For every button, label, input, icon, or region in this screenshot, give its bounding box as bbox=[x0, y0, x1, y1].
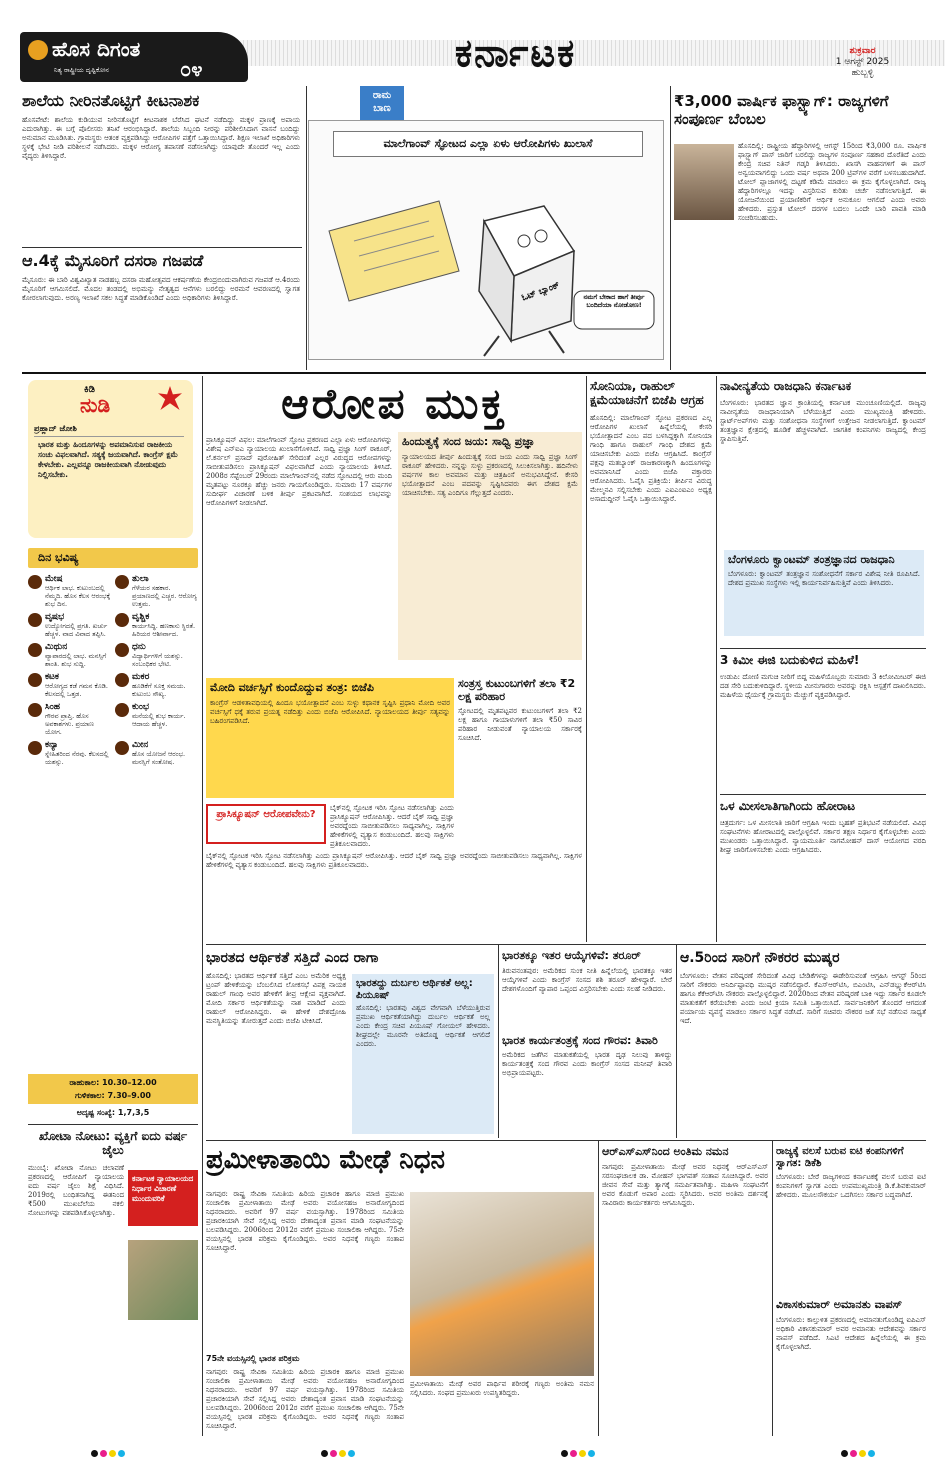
story-mesalati-body: ಚಿತ್ರದುರ್ಗ: ಒಳ ಮೀಸಲಾತಿ ಜಾರಿಗೆ ಆಗ್ರಹಿಸಿ ಇಂದು ಬೃಹತ್ ಪ್ರತಿಭಟನೆ ನಡೆಯಲಿದೆ. ವಿವಿಧ ಸಂಘಟನೆಗಳು ಹೋರಾಟದಲ್ಲಿ ಪಾಲ್ಗೊಳ್ಳಲಿವೆ. ಸರ್ಕಾರ ತಕ್ಷಣ ನಿರ್ಧಾರ ಕೈಗೊಳ್ಳಬೇಕು ಎಂದು ಮುಖಂಡರು ಒತ್ತಾಯಿಸಿದ್ದಾರೆ. ನ್ಯಾಯಮೂರ್ತಿ ನಾಗಮೋಹನ್ ದಾಸ್ ಆಯೋಗದ ವರದಿ ಶೀಘ್ರ ಜಾರಿಗೊಳಿಸಬೇಕು ಎಂದು ಆಗ್ರಹಿಸಿದರು. bbox=[720, 818, 926, 854]
story-rss-body: ನಾಗಪುರ: ಪ್ರಮೀಳಾತಾಯಿ ಮೇಢೆ ಅವರ ನಿಧನಕ್ಕೆ ಆರ್‌ಎಸ್‌ಎಸ್ ಸರಸಂಘಚಾಲಕ ಡಾ. ಮೋಹನ್ ಭಾಗವತ್ ಸಂತಾಪ ಸೂಚಿಸಿದ್ದಾರೆ. ಅವರ ಜೀವನ ಸೇವೆ ಮತ್ತು ತ್ಯಾಗಕ್ಕೆ ಸಮರ್ಪಿತವಾಗಿತ್ತು. ಮಹಿಳಾ ಸಂಘಟನೆಗೆ ಅವರ ಕೊಡುಗೆ ಅಪಾರ ಎಂದು ಸ್ಮರಿಸಿದರು. ಅವರ ಅಂತಿಮ ದರ್ಶನಕ್ಕೆ ಸಾವಿರಾರು ಕಾರ್ಯಕರ್ತರು ಆಗಮಿಸಿದ್ದರು. bbox=[602, 1162, 768, 1207]
zodiac-icon bbox=[28, 643, 42, 657]
zodiac-icon bbox=[115, 673, 129, 687]
story-raga bbox=[206, 950, 496, 1136]
story-navinya bbox=[720, 380, 926, 642]
date-block bbox=[805, 46, 920, 79]
verdict-paper bbox=[329, 201, 459, 301]
story-dasara-body: ಮೈಸೂರು: ಈ ಬಾರಿ ವಿಶ್ವವಿಖ್ಯಾತ ನಾಡಹಬ್ಬ ದಸರಾ ಮಹೋತ್ಸವದ ಆಕರ್ಷಣೆಯ ಕೇಂದ್ರಬಿಂದುವಾಗಿರುವ ಗಜಪಡೆ ಆ.4ರಂದು ಮೈಸೂರಿಗೆ ಆಗಮಿಸಲಿದೆ. ಮೊದಲ ತಂಡದಲ್ಲಿ ಅಭಿಮನ್ಯು ನೇತೃತ್ವದ ಆನೆಗಳು ಬರಲಿದ್ದು ಅರಮನೆ ಆವರಣದಲ್ಲಿ ಸ್ವಾಗತ ಕೋರಲಾಗುವುದು. ಅರಣ್ಯ ಇಲಾಖೆ ಸಕಲ ಸಿದ್ಧತೆ ಮಾಡಿಕೊಂಡಿದೆ ಎಂದು ಅಧಿಕಾರಿಗಳು ತಿಳಿಸಿದ್ದಾರೆ. bbox=[22, 276, 300, 303]
dina-bhavishya bbox=[28, 548, 198, 930]
kidi-title-main: ನುಡಿ bbox=[80, 394, 111, 417]
piyush-box bbox=[352, 974, 494, 1134]
santrasta-story bbox=[458, 678, 582, 848]
day: ಶುಕ್ರವಾರ bbox=[849, 46, 876, 56]
prosecution-headline: ಪ್ರಾಸಿಕ್ಯೂಷನ್ ಆರೋಪವೇನು? bbox=[216, 809, 316, 820]
currency-photo bbox=[128, 1240, 198, 1320]
kidi-nudi bbox=[28, 380, 193, 538]
page-number: ೦೪ bbox=[180, 58, 203, 81]
bhavishya-title: ದಿನ ಭವಿಷ್ಯ bbox=[28, 548, 198, 568]
zodiac-icon bbox=[115, 741, 129, 755]
story-mahile bbox=[720, 654, 926, 790]
cartoon bbox=[308, 86, 670, 370]
quantum-headline: ಬೆಂಗಳೂರು ಕ್ವಾಂಟಮ್ ತಂತ್ರಜ್ಞಾನದ ರಾಜಧಾನಿ bbox=[728, 553, 895, 566]
edition-city: ಹುಬ್ಬಳ್ಳಿ bbox=[851, 68, 874, 78]
lead-body-cont: ಬೈಕ್‌ನಲ್ಲಿ ಸ್ಫೋಟಕ ಇರಿಸಿ ಸ್ಫೋಟ ನಡೆಸಲಾಗಿತ್ತು ಎಂದು ಪ್ರಾಸಿಕ್ಯೂಷನ್ ಆರೋಪಿಸಿತ್ತು. ಆದರೆ ಬೈಕ್ ಸಾಧ್ವಿ ಪ್ರಜ್ಞಾ ಅವರದ್ದೆಂದು ಸಾಬೀತುಪಡಿಸಲು ಸಾಧ್ಯವಾಗಿಲ್ಲ. ಸಾಕ್ಷಿಗಳ ಹೇಳಿಕೆಗಳಲ್ಲಿ ವ್ಯತ್ಯಾಸ ಕಂಡುಬಂದಿದೆ. ಹಲವು ಸಾಕ್ಷಿಗಳು ಪ್ರತಿಕೂಲವಾದರು. bbox=[206, 852, 582, 869]
story-fastag-body: ಹೊಸದಿಲ್ಲಿ: ರಾಷ್ಟ್ರೀಯ ಹೆದ್ದಾರಿಗಳಲ್ಲಿ ಆಗಸ್ಟ್ 15ರಿಂದ ₹3,000 ರೂ. ವಾರ್ಷಿಕ ಫಾಸ್ಟ್ಯಾಗ್ ಪಾಸ್ ಜಾರಿಗೆ ಬರಲಿದ್ದು ರಾಜ್ಯಗಳ ಸಂಪೂರ್ಣ ಸಹಕಾರ ದೊರೆತಿದೆ ಎಂದು ಕೇಂದ್ರ ಸಚಿವ ನಿತಿನ್ ಗಡ್ಕರಿ ತಿಳಿಸಿದರು. ಖಾಸಗಿ ವಾಹನಗಳಿಗೆ ಈ ಪಾಸ್ ಅನ್ವಯವಾಗಲಿದ್ದು ಒಂದು ವರ್ಷ ಅಥವಾ 200 ಟ್ರಿಪ್‌ಗಳ ವರೆಗೆ ಬಳಸಬಹುದಾಗಿದೆ. ಟೋಲ್ ಪ್ಲಾಜಾಗಳಲ್ಲಿ ದಟ್ಟಣೆ ಕಡಿಮೆ ಮಾಡಲು ಈ ಕ್ರಮ ಕೈಗೊಳ್ಳಲಾಗಿದೆ. ರಾಜ್ಯ ಹೆದ್ದಾರಿಗಳಲ್ಲೂ ಇದನ್ನು ವಿಸ್ತರಿಸುವ ಕುರಿತು ಚರ್ಚೆ ನಡೆಸಲಾಗುತ್ತಿದೆ. ಈ ಯೋಜನೆಯಿಂದ ಪ್ರಯಾಣಿಕರಿಗೆ ಆರ್ಥಿಕ ಅನುಕೂಲ ಆಗಲಿದೆ ಎಂದು ಅವರು ಹೇಳಿದರು. ಪ್ರಸ್ತುತ ಟೋಲ್ ದರಗಳ ಬದಲು ಒಂದೇ ಬಾರಿ ಪಾವತಿ ಮಾಡಿ ಸಂಚರಿಸಬಹುದು. bbox=[738, 142, 926, 222]
pragya-headline: ಹಿಂದುತ್ವಕ್ಕೆ ಸಂದ ಜಯ: ಸಾಧ್ವಿ ಪ್ರಜ್ಞಾ bbox=[402, 435, 536, 448]
zodiac-icon bbox=[115, 643, 129, 657]
logo-emblem-icon bbox=[28, 40, 48, 60]
spark-icon bbox=[158, 386, 182, 410]
story-navinya-headline: ನಾವೀನ್ಯತೆಯ ರಾಜಧಾನಿ ಕರ್ನಾಟಕ bbox=[720, 380, 852, 393]
zodiac-icon bbox=[28, 703, 42, 717]
kota-sidebox: ಕರ್ನಾಟಕ ನ್ಯಾಯಾಲಯದ ನಿರ್ಧಾರ ವಿಚಾರಣೆ ಮುಂದುವರಿಕೆ bbox=[128, 1170, 198, 1226]
registration-marks bbox=[90, 1442, 126, 1460]
story-dks bbox=[776, 1146, 926, 1436]
kidi-author: ಪ್ರಹ್ಲಾದ್ ಜೋಶಿ bbox=[34, 424, 184, 437]
tiwari-body: ಅಮೆರಿಕದ ಜತೆಗಿನ ಮಾತುಕತೆಯಲ್ಲಿ ಭಾರತ ದೃಢ ನಿಲುವು ತಾಳಿದ್ದು ಕಾರ್ಯತಂತ್ರಕ್ಕೆ ಸಂದ ಗೌರವ ಎಂದು ಕಾಂಗ್ರೆಸ್ ಸಂಸದ ಮನೀಷ್ ತಿವಾರಿ ಅಭಿಪ್ರಾಯಪಟ್ಟರು. bbox=[502, 1051, 672, 1078]
story-strike bbox=[680, 950, 926, 1136]
santrasta-body: ಸ್ಫೋಟದಲ್ಲಿ ಮೃತಪಟ್ಟವರ ಕುಟುಂಬಗಳಿಗೆ ತಲಾ ₹2 ಲಕ್ಷ ಹಾಗೂ ಗಾಯಾಳುಗಳಿಗೆ ತಲಾ ₹50 ಸಾವಿರ ಪರಿಹಾರ ನೀಡುವಂತೆ ನ್ಯಾಯಾಲಯ ಸರ್ಕಾರಕ್ಕೆ ಸೂಚಿಸಿದೆ. bbox=[458, 707, 582, 743]
story-dks-headline: ರಾಜ್ಯಕ್ಕೆ ವಲಸೆ ಬರುವ ಐಟಿ ಕಂಪನಿಗಳಿಗೆ ಸ್ವಾಗತ: ಡಿಕೆಶಿ bbox=[776, 1146, 904, 1169]
story-raga-body: ಹೊಸದಿಲ್ಲಿ: ಭಾರತದ ಆರ್ಥಿಕತೆ ಸತ್ತಿದೆ ಎಂಬ ಅಮೆರಿಕ ಅಧ್ಯಕ್ಷ ಟ್ರಂಪ್ ಹೇಳಿಕೆಯನ್ನು ಬೆಂಬಲಿಸಿದ ಲೋಕಸಭೆ ವಿಪಕ್ಷ ನಾಯಕ ರಾಹುಲ್ ಗಾಂಧಿ ಅವರ ಹೇಳಿಕೆಗೆ ತೀವ್ರ ಆಕ್ಷೇಪ ವ್ಯಕ್ತವಾಗಿದೆ. ಮೋದಿ ಸರ್ಕಾರ ಆರ್ಥಿಕತೆಯನ್ನು ನಾಶ ಮಾಡಿದೆ ಎಂದು ರಾಹುಲ್ ಆರೋಪಿಸಿದ್ದರು. ಈ ಹೇಳಿಕೆ ದೇಶದ್ರೋಹಿ ಮನಸ್ಥಿತಿಯನ್ನು ತೋರುತ್ತದೆ ಎಂದು ಬಿಜೆಪಿ ಟೀಕಿಸಿದೆ. bbox=[206, 972, 346, 1025]
story-tharoor-headline: ಭಾರತಕ್ಕೂ ಇತರ ಆಯ್ಕೆಗಳಿವೆ: ತರೂರ್ bbox=[502, 950, 641, 962]
logo-text: ಹೊಸ ದಿಗಂತ bbox=[52, 38, 141, 61]
story-pesticide bbox=[22, 92, 300, 246]
story-kota-headline: ಖೋಟಾ ನೋಟು: ವ್ಯಕ್ತಿಗೆ ಐದು ವರ್ಷ ಜೈಲು bbox=[38, 1130, 188, 1157]
cartoon-frame bbox=[308, 120, 664, 360]
story-mahile-body: ಉಡುಪಿ: ದೋಣಿ ಮಗುಚಿ ನೀರಿಗೆ ಬಿದ್ದ ಮಹಿಳೆಯೊಬ್ಬರು ಸುಮಾರು 3 ಕಿಲೋಮೀಟರ್ ಈಜಿ ದಡ ಸೇರಿ ಬದುಕುಳಿದಿದ್ದಾರೆ. ಸ್ಥಳೀಯ ಮೀನುಗಾರರು ಅವರನ್ನು ರಕ್ಷಿಸಿ ಆಸ್ಪತ್ರೆಗೆ ದಾಖಲಿಸಿದರು. ಮಹಿಳೆಯ ಧೈರ್ಯಕ್ಕೆ ಗ್ರಾಮಸ್ಥರು ಮೆಚ್ಚುಗೆ ವ್ಯಕ್ತಪಡಿಸಿದ್ದಾರೆ. bbox=[720, 672, 926, 699]
bjp-body: ಕಾಂಗ್ರೆಸ್ ಆಡಳಿತಾವಧಿಯಲ್ಲಿ ಹಿಂದೂ ಭಯೋತ್ಪಾದನೆ ಎಂಬ ಸುಳ್ಳು ಕಥಾನಕ ಸೃಷ್ಟಿಸಿ ಪ್ರಧಾನಿ ಮೋದಿ ಅವರ ವರ್ಚಸ್ಸಿಗೆ ಧಕ್ಕೆ ತರುವ ಪ್ರಯತ್ನ ನಡೆದಿತ್ತು ಎಂದು ಬಿಜೆಪಿ ಆರೋಪಿಸಿದೆ. ನ್ಯಾಯಾಲಯದ ತೀರ್ಪು ಸತ್ಯವನ್ನು ಬಹಿರಂಗಪಡಿಸಿದೆ. bbox=[210, 698, 450, 725]
zodiac-item: ಕಟಕ ಆರೋಗ್ಯದ ಕಡೆ ಗಮನ ಕೊಡಿ. ಕೆಲಸದಲ್ಲಿ ಒತ್ತಡ. bbox=[28, 670, 111, 700]
rahu-box bbox=[28, 1074, 198, 1104]
registration-marks bbox=[840, 1442, 876, 1460]
story-sonia-body: ಹೊಸದಿಲ್ಲಿ: ಮಾಲೆಗಾಂವ್ ಸ್ಫೋಟ ಪ್ರಕರಣದ ಎಲ್ಲ ಆರೋಪಿಗಳ ಖುಲಾಸೆ ಹಿನ್ನೆಲೆಯಲ್ಲಿ ಕೇಸರಿ ಭಯೋತ್ಪಾದನೆ ಎಂಬ ಪದ ಬಳಸಿದ್ದಕ್ಕಾಗಿ ಸೋನಿಯಾ ಗಾಂಧಿ ಹಾಗೂ ರಾಹುಲ್ ಗಾಂಧಿ ದೇಶದ ಕ್ಷಮೆ ಯಾಚಿಸಬೇಕು ಎಂದು ಬಿಜೆಪಿ ಆಗ್ರಹಿಸಿದೆ. ಕಾಂಗ್ರೆಸ್ ಪಕ್ಷವು ಮತಬ್ಯಾಂಕ್ ರಾಜಕಾರಣಕ್ಕಾಗಿ ಹಿಂದೂಗಳನ್ನು ಅವಮಾನಿಸಿದೆ ಎಂದು ಬಿಜೆಪಿ ವಕ್ತಾರರು ಆರೋಪಿಸಿದರು. ಓವೈಸಿ ಪ್ರತಿಕ್ರಿಯೆ: ತೀರ್ಪಿನ ವಿರುದ್ಧ ಮೇಲ್ಮನವಿ ಸಲ್ಲಿಸಬೇಕು ಎಂದು ಎಐಎಂಐಎಂ ಅಧ್ಯಕ್ಷ ಅಸಾದುದ್ದೀನ್ ಓವೈಸಿ ಒತ್ತಾಯಿಸಿದ್ದಾರೆ. bbox=[590, 413, 712, 503]
zodiac-item: ಕನ್ಯಾ ಸ್ನೇಹಿತರಿಂದ ನೆರವು. ಕೆಲಸದಲ್ಲಿ ಯಶಸ್ಸು. bbox=[28, 738, 111, 768]
zodiac-icon bbox=[115, 703, 129, 717]
quantum-box bbox=[724, 550, 924, 636]
zodiac-icon bbox=[28, 673, 42, 687]
lead-headline: ಆರೋಪ ಮುಕ್ತ bbox=[281, 380, 507, 428]
piyush-headline: ಭಾರತದ್ದು ದುರ್ಬಲ ಆರ್ಥಿಕತೆ ಅಲ್ಲ: ಪಿಯೂಷ್ bbox=[356, 978, 473, 1001]
zodiac-item: ವೃಷಭ ಉದ್ಯೋಗದಲ್ಲಿ ಪ್ರಗತಿ. ಖರ್ಚು ಹೆಚ್ಚಳ. ವಾದ ವಿವಾದ ತಪ್ಪಿಸಿ. bbox=[28, 610, 111, 640]
zodiac-icon bbox=[28, 741, 42, 755]
cartoon-drawing bbox=[309, 161, 664, 360]
zodiac-item: ಸಿಂಹ ಗೌರವ ಪ್ರಾಪ್ತಿ. ಹೊಸ ಅವಕಾಶಗಳು. ಪ್ರಯಾಣ ಯೋಗ. bbox=[28, 700, 111, 738]
photo-caption: ಪ್ರಮೀಳಾತಾಯಿ ಮೇಢೆ ಅವರ ಪಾರ್ಥಿವ ಶರೀರಕ್ಕೆ ಗಣ್ಯರು ಅಂತಿಮ ನಮನ ಸಲ್ಲಿಸಿದರು. ಸಂಘದ ಪ್ರಮುಖರು ಉಪಸ್ಥಿತರಿದ್ದರು. bbox=[410, 1380, 594, 1397]
story-dasara-headline: ಆ.4ಕ್ಕೆ ಮೈಸೂರಿಗೆ ದಸರಾ ಗಜಪಡೆ bbox=[22, 252, 204, 270]
zodiac-icon bbox=[115, 575, 129, 589]
story-sonia bbox=[590, 380, 712, 940]
story-fastag bbox=[674, 92, 926, 368]
pragya-box bbox=[398, 432, 582, 660]
story-pesticide-headline: ಶಾಲೆಯ ನೀರಿನತೊಟ್ಟಿಗೆ ಕೀಟನಾಶಕ bbox=[22, 92, 200, 110]
promila-body-cont: ನಾಗಪುರ: ರಾಷ್ಟ್ರ ಸೇವಿಕಾ ಸಮಿತಿಯ ಹಿರಿಯ ಪ್ರಚಾರಕಿ ಹಾಗೂ ಮಾಜಿ ಪ್ರಮುಖ ಸಂಚಾಲಿಕಾ ಪ್ರಮೀಳಾತಾಯಿ ಮೇಢೆ ಅವರು ವಯೋಸಹಜ ಅನಾರೋಗ್ಯದಿಂದ ನಿಧನರಾದರು. ಅವರಿಗೆ 97 ವರ್ಷ ವಯಸ್ಸಾಗಿತ್ತು. 1978ರಿಂದ ಸಮಿತಿಯ ಪ್ರಚಾರಕಿಯಾಗಿ ಸೇವೆ ಸಲ್ಲಿಸಿದ್ದ ಅವರು ದೇಶಾದ್ಯಂತ ಪ್ರವಾಸ ಮಾಡಿ ಸಂಘಟನೆಯನ್ನು ಬಲಪಡಿಸಿದ್ದರು. 2006ರಿಂದ 2012ರ ವರೆಗೆ ಪ್ರಮುಖ ಸಂಚಾಲಿಕಾ ಆಗಿದ್ದರು. 75ನೇ ವಯಸ್ಸಿನಲ್ಲಿ ಭಾರತ ಪರಿಕ್ರಮ ಕೈಗೊಂಡಿದ್ದರು. ಅವರ ನಿಧನಕ್ಕೆ ಗಣ್ಯರು ಸಂತಾಪ ಸೂಚಿಸಿದ್ದಾರೆ. bbox=[206, 1368, 404, 1430]
logo bbox=[20, 32, 248, 82]
cartoon-label-bottom: ಬಾಣ bbox=[373, 103, 391, 114]
prosecution-body: ಬೈಕ್‌ನಲ್ಲಿ ಸ್ಫೋಟಕ ಇರಿಸಿ ಸ್ಫೋಟ ನಡೆಸಲಾಗಿತ್ತು ಎಂದು ಪ್ರಾಸಿಕ್ಯೂಷನ್ ಆರೋಪಿಸಿತ್ತು. ಆದರೆ ಬೈಕ್ ಸಾಧ್ವಿ ಪ್ರಜ್ಞಾ ಅವರದ್ದೆಂದು ಸಾಬೀತುಪಡಿಸಲು ಸಾಧ್ಯವಾಗಿಲ್ಲ. ಸಾಕ್ಷಿಗಳ ಹೇಳಿಕೆಗಳಲ್ಲಿ ವ್ಯತ್ಯಾಸ ಕಂಡುಬಂದಿದೆ. ಹಲವು ಸಾಕ್ಷಿಗಳು ಪ್ರತಿಕೂಲವಾದರು. bbox=[330, 804, 454, 848]
santrasta-headline: ಸಂತ್ರಸ್ತ ಕುಟುಂಬಗಳಿಗೆ ತಲಾ ₹2 ಲಕ್ಷ ಪರಿಹಾರ bbox=[458, 678, 576, 703]
story-promila-body: ನಾಗಪುರ: ರಾಷ್ಟ್ರ ಸೇವಿಕಾ ಸಮಿತಿಯ ಹಿರಿಯ ಪ್ರಚಾರಕಿ ಹಾಗೂ ಮಾಜಿ ಪ್ರಮುಖ ಸಂಚಾಲಿಕಾ ಪ್ರಮೀಳಾತಾಯಿ ಮೇಢೆ ಅವರು ವಯೋಸಹಜ ಅನಾರೋಗ್ಯದಿಂದ ನಿಧನರಾದರು. ಅವರಿಗೆ 97 ವರ್ಷ ವಯಸ್ಸಾಗಿತ್ತು. 1978ರಿಂದ ಸಮಿತಿಯ ಪ್ರಚಾರಕಿಯಾಗಿ ಸೇವೆ ಸಲ್ಲಿಸಿದ್ದ ಅವರು ದೇಶಾದ್ಯಂತ ಪ್ರವಾಸ ಮಾಡಿ ಸಂಘಟನೆಯನ್ನು ಬಲಪಡಿಸಿದ್ದರು. 2006ರಿಂದ 2012ರ ವರೆಗೆ ಪ್ರಮುಖ ಸಂಚಾಲಿಕಾ ಆಗಿದ್ದರು. 75ನೇ ವಯಸ್ಸಿನಲ್ಲಿ ಭಾರತ ಪರಿಕ್ರಮ ಕೈಗೊಂಡಿದ್ದರು. ಅವರ ನಿಧನಕ್ಕೆ ಗಣ್ಯರು ಸಂತಾಪ ಸೂಚಿಸಿದ್ದಾರೆ. bbox=[206, 1190, 404, 1252]
lead-body: ಪ್ರಾಸಿಕ್ಯೂಷನ್ ವಿಫಲ: ಮಾಲೆಗಾಂವ್ ಸ್ಫೋಟ ಪ್ರಕರಣದ ಎಲ್ಲಾ ಏಳು ಆರೋಪಿಗಳನ್ನು ವಿಶೇಷ ಎನ್‌ಐಎ ನ್ಯಾಯಾಲಯ ಖುಲಾಸೆಗೊಳಿಸಿದೆ. ಸಾಧ್ವಿ ಪ್ರಜ್ಞಾ ಸಿಂಗ್ ಠಾಕೂರ್, ಲೆ.ಕರ್ನಲ್ ಪ್ರಸಾದ್ ಪುರೋಹಿತ್ ಸೇರಿದಂತೆ ಎಲ್ಲರ ವಿರುದ್ಧದ ಆರೋಪಗಳನ್ನು ಸಾಬೀತುಪಡಿಸಲು ಪ್ರಾಸಿಕ್ಯೂಷನ್ ವಿಫಲವಾಗಿದೆ ಎಂದು ನ್ಯಾಯಾಲಯ ತಿಳಿಸಿದೆ. 2008ರ ಸೆಪ್ಟೆಂಬರ್ 29ರಂದು ಮಾಲೆಗಾಂವ್‌ನಲ್ಲಿ ನಡೆದ ಸ್ಫೋಟದಲ್ಲಿ ಆರು ಮಂದಿ ಮೃತಪಟ್ಟು ನೂರಕ್ಕೂ ಹೆಚ್ಚು ಜನರು ಗಾಯಗೊಂಡಿದ್ದರು. ಸುಮಾರು 17 ವರ್ಷಗಳ ಸುದೀರ್ಘ ವಿಚಾರಣೆ ಬಳಿಕ ತೀರ್ಪು ಪ್ರಕಟವಾಗಿದೆ. ಸಂಶಯದ ಲಾಭವನ್ನು ಆರೋಪಿಗಳಿಗೆ ನೀಡಲಾಗಿದೆ. bbox=[206, 436, 392, 507]
cartoon-caption: ಮಾಲೆಗಾಂವ್ ಸ್ಫೋಟದ ಎಲ್ಲಾ ಏಳು ಆರೋಪಿಗಳು ಖುಲಾಸೆ bbox=[333, 131, 643, 157]
story-dasara bbox=[22, 252, 300, 368]
story-kota bbox=[28, 1130, 198, 1435]
zodiac-item: ಮೀನ ಹೊಸ ಯೋಜನೆ ಆರಂಭ. ಮನಸ್ಸಿಗೆ ಸಂತೋಷ. bbox=[115, 738, 198, 768]
pragya-body: ನ್ಯಾಯಾಲಯದ ತೀರ್ಪು ಹಿಂದುತ್ವಕ್ಕೆ ಸಂದ ಜಯ ಎಂದು ಸಾಧ್ವಿ ಪ್ರಜ್ಞಾ ಸಿಂಗ್ ಠಾಕೂರ್ ಹೇಳಿದರು. ನನ್ನನ್ನು ಸುಳ್ಳು ಪ್ರಕರಣದಲ್ಲಿ ಸಿಲುಕಿಸಲಾಗಿತ್ತು. ಹದಿನೇಳು ವರ್ಷಗಳ ಕಾಲ ಅವಮಾನ ಮತ್ತು ಚಿತ್ರಹಿಂಸೆ ಅನುಭವಿಸಿದ್ದೇನೆ. ಕೇಸರಿ ಭಯೋತ್ಪಾದನೆ ಎಂಬ ಪದವನ್ನು ಸೃಷ್ಟಿಸಿದವರು ಈಗ ದೇಶದ ಕ್ಷಮೆ ಯಾಚಿಸಬೇಕು. ಸತ್ಯ ಎಂದಿಗೂ ಗೆಲ್ಲುತ್ತದೆ ಎಂದರು. bbox=[402, 452, 578, 497]
lucky-number: ಅದೃಷ್ಟ ಸಂಖ್ಯೆ: 1,7,3,5 bbox=[76, 1108, 150, 1117]
story-tharoor-body: ತಿರುವನಂತಪುರ: ಅಮೆರಿಕದ ಸುಂಕ ನೀತಿ ಹಿನ್ನೆಲೆಯಲ್ಲಿ ಭಾರತಕ್ಕೂ ಇತರ ಆಯ್ಕೆಗಳಿವೆ ಎಂದು ಕಾಂಗ್ರೆಸ್ ಸಂಸದ ಶಶಿ ತರೂರ್ ಹೇಳಿದ್ದಾರೆ. ಬೇರೆ ದೇಶಗಳೊಂದಿಗೆ ವ್ಯಾಪಾರ ಒಪ್ಪಂದ ವಿಸ್ತರಿಸಬೇಕು ಎಂದು ಸಲಹೆ ನೀಡಿದರು. bbox=[502, 966, 672, 993]
gadkari-photo bbox=[674, 144, 734, 220]
zodiac-icon bbox=[115, 613, 129, 627]
bjp-box bbox=[206, 678, 454, 798]
zodiac-grid bbox=[28, 572, 198, 768]
rahukala: ರಾಹುಕಾಲ: 10.30–12.00 bbox=[69, 1078, 157, 1087]
story-mahile-headline: 3 ಕಿಮೀ ಈಜಿ ಬದುಕುಳಿದ ಮಹಿಳೆ! bbox=[720, 654, 860, 667]
masthead bbox=[0, 0, 945, 86]
story-promila-headline: ಪ್ರಮೀಳಾತಾಯಿ ಮೇಢೆ ನಿಧನ bbox=[206, 1146, 445, 1175]
kidi-quote: ಭಾರತ ಮತ್ತು ಹಿಂದೂಗಳನ್ನು ಅಪಮಾನಿಸುವ ರಾಜಕೀಯ ಸಂಚು ವಿಫಲವಾಗಿದೆ. ಸತ್ಯಕ್ಕೆ ಜಯವಾಗಿದೆ. ಕಾಂಗ್ರೆಸ್ ಕ್ಷಮೆ ಕೇಳಬೇಕು. ಎಲ್ಲವನ್ನೂ ರಾಜಕೀಯವಾಗಿ ನೋಡುವುದು ನಿಲ್ಲಿಸಬೇಕು. bbox=[38, 440, 178, 479]
story-kota-body: ಮುಂಬೈ: ಖೋಟಾ ನೋಟು ಚಲಾವಣೆ ಪ್ರಕರಣದಲ್ಲಿ ಆರೋಪಿಗೆ ನ್ಯಾಯಾಲಯ ಐದು ವರ್ಷ ಜೈಲು ಶಿಕ್ಷೆ ವಿಧಿಸಿದೆ. 2019ರಲ್ಲಿ ಬಂಧಿತನಾಗಿದ್ದ ಈತನಿಂದ ₹500 ಮುಖಬೆಲೆಯ ನಕಲಿ ನೋಟುಗಳನ್ನು ವಶಪಡಿಸಿಕೊಳ್ಳಲಾಗಿತ್ತು. bbox=[28, 1164, 124, 1217]
tribute-photo bbox=[410, 1192, 594, 1376]
cartoon-label bbox=[360, 86, 404, 120]
gulikakala: ಗುಳಿಕಕಾಲ: 7.30–9.00 bbox=[75, 1091, 151, 1100]
prosecution-box bbox=[206, 804, 326, 844]
story-tharoor bbox=[502, 950, 672, 1136]
lead-story bbox=[206, 380, 582, 944]
zodiac-item: ಮಿಥುನ ವ್ಯಾಪಾರದಲ್ಲಿ ಲಾಭ. ಮನಸ್ಸಿಗೆ ಶಾಂತಿ. ಶುಭ ಸುದ್ದಿ. bbox=[28, 640, 111, 670]
vikas-headline: ವಿಕಾಸಕುಮಾರ್ ಅಮಾನತು ವಾಪಸ್ bbox=[776, 1298, 903, 1311]
registration-marks bbox=[320, 1442, 356, 1460]
story-fastag-headline: ₹3,000 ವಾರ್ಷಿಕ ಫಾಸ್ಟ್ಯಾಗ್: ರಾಜ್ಯಗಳಿಗೆ ಸಂಪೂರ್ಣ ಬೆಂಬಲ bbox=[674, 92, 889, 128]
zodiac-item: ತುಲಾ ಗೆಳೆಯರ ಸಹಕಾರ. ಪ್ರಯಾಣದಲ್ಲಿ ಎಚ್ಚರ. ಆರೋಗ್ಯ ಉತ್ತಮ. bbox=[115, 572, 198, 610]
story-rss bbox=[602, 1146, 768, 1436]
story-promila bbox=[206, 1146, 594, 1436]
promila-subtitle: 75ನೇ ವಯಸ್ಸಿನಲ್ಲಿ ಭಾರತ ಪರಿಕ್ರಮ bbox=[206, 1354, 300, 1363]
story-dks-body: ಬೆಂಗಳೂರು: ಬೇರೆ ರಾಜ್ಯಗಳಿಂದ ಕರ್ನಾಟಕಕ್ಕೆ ವಲಸೆ ಬರುವ ಐಟಿ ಕಂಪನಿಗಳಿಗೆ ಸ್ವಾಗತ ಎಂದು ಉಪಮುಖ್ಯಮಂತ್ರಿ ಡಿ.ಕೆ.ಶಿವಕುಮಾರ್ ಹೇಳಿದರು. ಮೂಲಸೌಕರ್ಯ ಒದಗಿಸಲು ಸರ್ಕಾರ ಬದ್ಧವಾಗಿದೆ. bbox=[776, 1173, 926, 1199]
story-mesalati-headline: ಒಳ ಮೀಸಲಾತಿಗಾಗಿಂದು ಹೋರಾಟ bbox=[720, 800, 856, 813]
quantum-body: ಬೆಂಗಳೂರು: ಕ್ವಾಂಟಮ್ ತಂತ್ರಜ್ಞಾನ ಸಂಶೋಧನೆಗೆ ಸರ್ಕಾರ ವಿಶೇಷ ನೀತಿ ರೂಪಿಸಿದೆ. ದೇಶದ ಪ್ರಮುಖ ಸಂಸ್ಥೆಗಳು ಇಲ್ಲಿ ಕಾರ್ಯನಿರ್ವಹಿಸುತ್ತಿವೆ ಎಂದು ತಿಳಿಸಿದರು. bbox=[728, 569, 920, 587]
kidi-title-top: ಕಿಡಿ bbox=[84, 384, 95, 395]
story-sonia-headline: ಸೋನಿಯಾ, ರಾಹುಲ್ ಕ್ಷಮೆಯಾಚನೆಗೆ ಬಿಜೆಪಿ ಆಗ್ರಹ bbox=[590, 380, 704, 407]
registration-marks bbox=[560, 1442, 596, 1460]
piyush-body: ಹೊಸದಿಲ್ಲಿ: ಭಾರತವು ವಿಶ್ವದ ವೇಗವಾಗಿ ಬೆಳೆಯುತ್ತಿರುವ ಪ್ರಮುಖ ಆರ್ಥಿಕತೆಯಾಗಿದ್ದು ದುರ್ಬಲ ಆರ್ಥಿಕತೆ ಅಲ್ಲ ಎಂದು ಕೇಂದ್ರ ಸಚಿವ ಪಿಯೂಷ್ ಗೋಯಲ್ ಹೇಳಿದರು. ಶೀಘ್ರದಲ್ಲೇ ಮೂರನೇ ಅತಿದೊಡ್ಡ ಆರ್ಥಿಕತೆ ಆಗಲಿದೆ ಎಂದರು. bbox=[356, 1004, 490, 1048]
story-strike-headline: ಆ.5ರಿಂದ ಸಾರಿಗೆ ನೌಕರರ ಮುಷ್ಕರ bbox=[680, 950, 840, 966]
story-raga-headline: ಭಾರತದ ಆರ್ಥಿಕತೆ ಸತ್ತಿದೆ ಎಂದ ರಾಗಾ bbox=[206, 950, 379, 966]
story-pesticide-body: ಹೊಸಪೇಟೆ: ಶಾಲೆಯ ಕುಡಿಯುವ ನೀರಿನತೊಟ್ಟಿಗೆ ಕೀಟನಾಶಕ ಬೆರೆಸಿದ ಘಟನೆ ನಡೆದಿದ್ದು ಮಕ್ಕಳ ಪ್ರಾಣಕ್ಕೆ ಅಪಾಯ ಎದುರಾಗಿತ್ತು. ಈ ಬಗ್ಗೆ ಪೊಲೀಸರು ತನಿಖೆ ಆರಂಭಿಸಿದ್ದಾರೆ. ಶಾಲೆಯ ಸಿಬ್ಬಂದಿ ನೀರನ್ನು ಪರಿಶೀಲಿಸಿದಾಗ ವಾಸನೆ ಬಂದಿದ್ದು ಅನುಮಾನ ಮೂಡಿಸಿತು. ಗ್ರಾಮಸ್ಥರು ಆತಂಕ ವ್ಯಕ್ತಪಡಿಸಿದ್ದು ಆರೋಪಿಗಳ ಪತ್ತೆಗೆ ಒತ್ತಾಯಿಸಿದ್ದಾರೆ. ಶಿಕ್ಷಣ ಇಲಾಖೆ ಅಧಿಕಾರಿಗಳು ಸ್ಥಳಕ್ಕೆ ಭೇಟಿ ನೀಡಿ ಪರಿಶೀಲನೆ ನಡೆಸಿದರು. ಮಕ್ಕಳ ಆರೋಗ್ಯ ತಪಾಸಣೆ ನಡೆಸಲಾಗಿದ್ದು ಯಾವುದೇ ತೊಂದರೆ ಇಲ್ಲ ಎಂದು ವೈದ್ಯರು ತಿಳಿಸಿದ್ದಾರೆ. bbox=[22, 116, 300, 161]
zodiac-icon bbox=[28, 575, 42, 589]
zodiac-item: ಮಕರ ಹೂಡಿಕೆಗೆ ಸೂಕ್ತ ಸಮಯ. ಕುಟುಂಬ ಸೌಖ್ಯ. bbox=[115, 670, 198, 700]
cartoon-label-top: ರಾಮ bbox=[372, 90, 392, 101]
story-rss-headline: ಆರ್‌ಎಸ್‌ಎಸ್‌ನಿಂದ ಅಂತಿಮ ನಮನ bbox=[602, 1146, 729, 1158]
cartoon-box-text: ಓಟ್ ಬ್ಯಾಂಕ್ bbox=[520, 280, 562, 304]
zodiac-item: ಮೇಷ ಆರ್ಥಿಕ ಲಾಭ. ಕುಟುಂಬದಲ್ಲಿ ನೆಮ್ಮದಿ. ಹೊಸ ಕೆಲಸ ಆರಂಭಕ್ಕೆ ಶುಭ ದಿನ. bbox=[28, 572, 111, 610]
tiwari-headline: ಭಾರತ ಕಾರ್ಯತಂತ್ರಕ್ಕೆ ಸಂದ ಗೌರವ: ತಿವಾರಿ bbox=[502, 1033, 658, 1047]
date: 1 ಆಗಸ್ಟ್ 2025 bbox=[835, 57, 890, 67]
zodiac-item: ಧನು ವಿದ್ಯಾರ್ಥಿಗಳಿಗೆ ಯಶಸ್ಸು. ಸಂಬಂಧಿಕರ ಭೇಟಿ. bbox=[115, 640, 198, 670]
zodiac-item: ವೃಶ್ಚಿಕ ಕಾರ್ಯಸಿದ್ಧಿ. ಹಣಕಾಸು ಸ್ಥಿರತೆ. ಹಿರಿಯರ ಆಶೀರ್ವಾದ. bbox=[115, 610, 198, 640]
cartoon-bubble-text: ನಮಗೆ ಬೇಕಾದ ಹಾಗೆ ತೀರ್ಪು ಬಂದಿದೆಯಾ ನೋಡೋಣ! bbox=[583, 293, 645, 309]
zodiac-icon bbox=[28, 613, 42, 627]
vikas-body: ಬೆಂಗಳೂರು: ಕಾಲ್ತುಳಿತ ಪ್ರಕರಣದಲ್ಲಿ ಅಮಾನತುಗೊಂಡಿದ್ದ ಐಪಿಎಸ್ ಅಧಿಕಾರಿ ವಿಕಾಸಕುಮಾರ್ ಅವರ ಅಮಾನತು ಆದೇಶವನ್ನು ಸರ್ಕಾರ ವಾಪಸ್ ಪಡೆದಿದೆ. ಸಿಎಟಿ ಆದೇಶದ ಹಿನ್ನೆಲೆಯಲ್ಲಿ ಈ ಕ್ರಮ ಕೈಗೊಳ್ಳಲಾಗಿದೆ. bbox=[776, 1315, 926, 1351]
story-strike-body: ಬೆಂಗಳೂರು: ವೇತನ ಪರಿಷ್ಕರಣೆ ಸೇರಿದಂತೆ ವಿವಿಧ ಬೇಡಿಕೆಗಳನ್ನು ಈಡೇರಿಸುವಂತೆ ಆಗ್ರಹಿಸಿ ಆಗಸ್ಟ್ 5ರಿಂದ ಸಾರಿಗೆ ನೌಕರರು ಅನಿರ್ದಿಷ್ಟಾವಧಿ ಮುಷ್ಕರ ನಡೆಸಲಿದ್ದಾರೆ. ಕೆಎಸ್‌ಆರ್‌ಟಿಸಿ, ಬಿಎಂಟಿಸಿ, ಎನ್‌ಡಬ್ಲ್ಯುಕೆಆರ್‌ಟಿಸಿ ಹಾಗೂ ಕೆಕೆಆರ್‌ಟಿಸಿ ನೌಕರರು ಪಾಲ್ಗೊಳ್ಳಲಿದ್ದಾರೆ. 2020ರಿಂದ ವೇತನ ಪರಿಷ್ಕರಣೆ ಬಾಕಿ ಇದ್ದು ಸರ್ಕಾರ ಕೂಡಲೇ ಮಾತುಕತೆಗೆ ಕರೆಯಬೇಕು ಎಂದು ಜಂಟಿ ಕ್ರಿಯಾ ಸಮಿತಿ ಒತ್ತಾಯಿಸಿದೆ. ಸಾರ್ವಜನಿಕರಿಗೆ ತೊಂದರೆ ಆಗದಂತೆ ಪರ್ಯಾಯ ವ್ಯವಸ್ಥೆ ಮಾಡಲು ಸರ್ಕಾರ ಸಿದ್ಧತೆ ನಡೆಸಿದೆ. ಸಾರಿಗೆ ಸಚಿವರು ನೌಕರರ ಜತೆ ಸಭೆ ನಡೆಸುವ ಸಾಧ್ಯತೆ ಇದೆ. bbox=[680, 972, 926, 1026]
bjp-headline: ಮೋದಿ ವರ್ಚಸ್ಸಿಗೆ ಕುಂದೊದ್ದುವ ತಂತ್ರ: ಬಿಜೆಪಿ bbox=[210, 681, 374, 694]
section-title: ಕರ್ನಾಟಕ bbox=[455, 32, 577, 75]
story-mesalati bbox=[720, 800, 926, 940]
story-navinya-body: ಬೆಂಗಳೂರು: ಭಾರತದ ಜ್ಞಾನ ಕ್ರಾಂತಿಯಲ್ಲಿ ಕರ್ನಾಟಕ ಮುಂಚೂಣಿಯಲ್ಲಿದೆ. ರಾಜ್ಯವು ನಾವೀನ್ಯತೆಯ ರಾಜಧಾನಿಯಾಗಿ ಬೆಳೆಯುತ್ತಿದೆ ಎಂದು ಮುಖ್ಯಮಂತ್ರಿ ಹೇಳಿದರು. ಸ್ಟಾರ್ಟ್‌ಅಪ್‌ಗಳು ಮತ್ತು ಸಂಶೋಧನಾ ಸಂಸ್ಥೆಗಳಿಗೆ ಉತ್ತೇಜನ ನೀಡಲಾಗುತ್ತಿದೆ. ಕ್ವಾಂಟಮ್ ತಂತ್ರಜ್ಞಾನ ಕ್ಷೇತ್ರದಲ್ಲಿ ಹೂಡಿಕೆ ಹೆಚ್ಚಳವಾಗಿದೆ. ಜಾಗತಿಕ ಕಂಪನಿಗಳು ರಾಜ್ಯದಲ್ಲಿ ಕೇಂದ್ರ ಸ್ಥಾಪಿಸುತ್ತಿವೆ. bbox=[720, 398, 926, 443]
logo-subtitle: ನಿತ್ಯ ರಾಷ್ಟ್ರೀಯ ದೃಷ್ಟಿಕೋನ bbox=[54, 66, 109, 74]
zodiac-item: ಕುಂಭ ಮನೆಯಲ್ಲಿ ಶುಭ ಕಾರ್ಯ. ಆದಾಯ ಹೆಚ್ಚಳ. bbox=[115, 700, 198, 738]
